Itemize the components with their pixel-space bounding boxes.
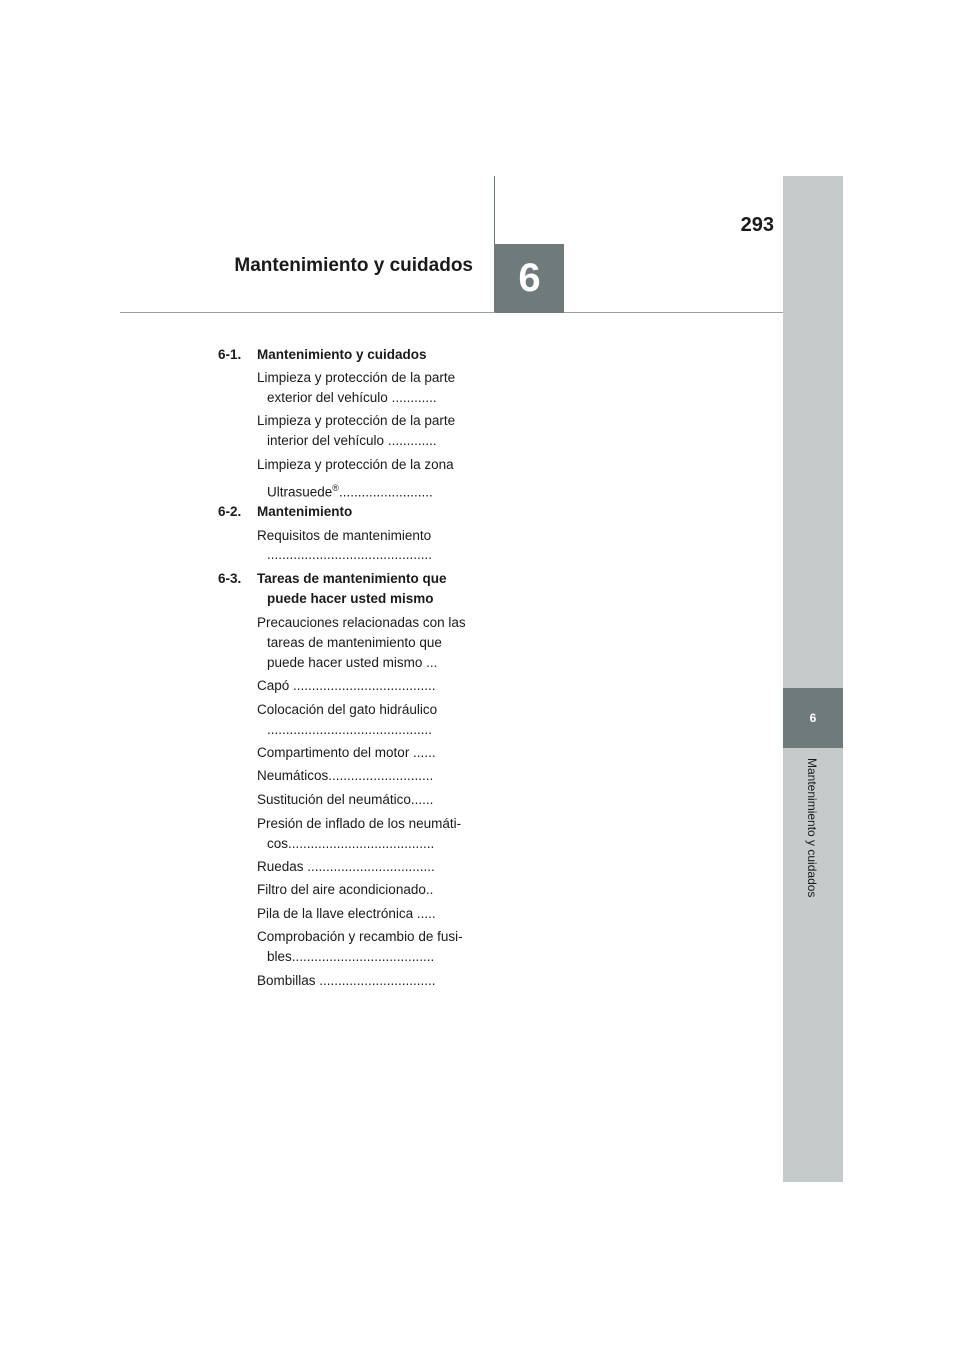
toc-entry-cont[interactable]: exterior del vehículo ............ [267,390,437,405]
toc-entry[interactable]: Limpieza y protección de la parte [257,413,456,428]
toc-entry[interactable]: Pila de la llave electrónica ..... [257,906,436,921]
side-tab-number[interactable]: 6 [783,688,843,748]
toc-entry-cont[interactable]: ............................................ [267,547,433,562]
section-title[interactable]: Mantenimiento y cuidados [257,347,427,362]
toc-entry[interactable]: Colocación del gato hidráulico [257,702,438,717]
toc-entry-cont[interactable]: bles...................................... [267,949,435,964]
toc-entry-cont[interactable] [267,479,433,502]
chapter-title: Mantenimiento y cuidados [234,255,473,276]
toc-entry[interactable]: Requisitos de mantenimiento [257,528,432,543]
toc-entry-cont[interactable]: cos....................................... [267,836,435,851]
toc-entry[interactable]: Sustitución del neumático...... [257,792,434,807]
toc-entry[interactable]: Capó ...................................... [257,678,436,693]
header-horizontal-rule [120,312,783,313]
toc-entry-cont[interactable]: tareas de mantenimiento que [267,635,442,650]
toc-entry[interactable]: Ruedas .................................. [257,859,435,874]
toc-entry[interactable]: Comprobación y recambio de fusi- [257,929,463,944]
page-number: 293 [740,214,774,236]
side-label-text: Mantenimiento y cuidados [805,758,819,898]
toc-entry[interactable]: Precauciones relacionadas con las [257,615,466,630]
toc-entry[interactable]: Neumáticos............................ [257,768,434,783]
toc-entry-cont[interactable]: interior del vehículo ............. [267,433,437,448]
toc-entry-cont[interactable]: puede hacer usted mismo ... [267,655,438,670]
toc-entry-cont[interactable]: ............................................ [267,722,433,737]
toc-entry[interactable]: Filtro del aire acondicionado.. [257,882,434,897]
toc-entry[interactable]: Bombillas ............................... [257,973,436,988]
section-title-cont[interactable]: puede hacer usted mismo [267,591,434,606]
section-title[interactable]: Tareas de mantenimiento que [257,571,447,586]
chapter-number-box: 6 [495,244,564,313]
section-number: 6-1. [218,347,242,362]
toc-entry[interactable]: Limpieza y protección de la zona [257,457,454,472]
registered-mark: ® [332,483,339,493]
side-label [783,758,843,928]
section-number: 6-2. [218,504,242,519]
side-strip [783,176,843,1182]
ultrasuede-text: Ultrasuede [267,484,333,500]
toc-entry[interactable]: Presión de inflado de los neumáti- [257,816,462,831]
dot-leader: ......................... [338,484,433,500]
section-number: 6-3. [218,571,242,586]
toc-entry[interactable]: Limpieza y protección de la parte [257,370,456,385]
section-title[interactable]: Mantenimiento [257,504,353,519]
toc-entry[interactable]: Compartimento del motor ...... [257,745,436,760]
